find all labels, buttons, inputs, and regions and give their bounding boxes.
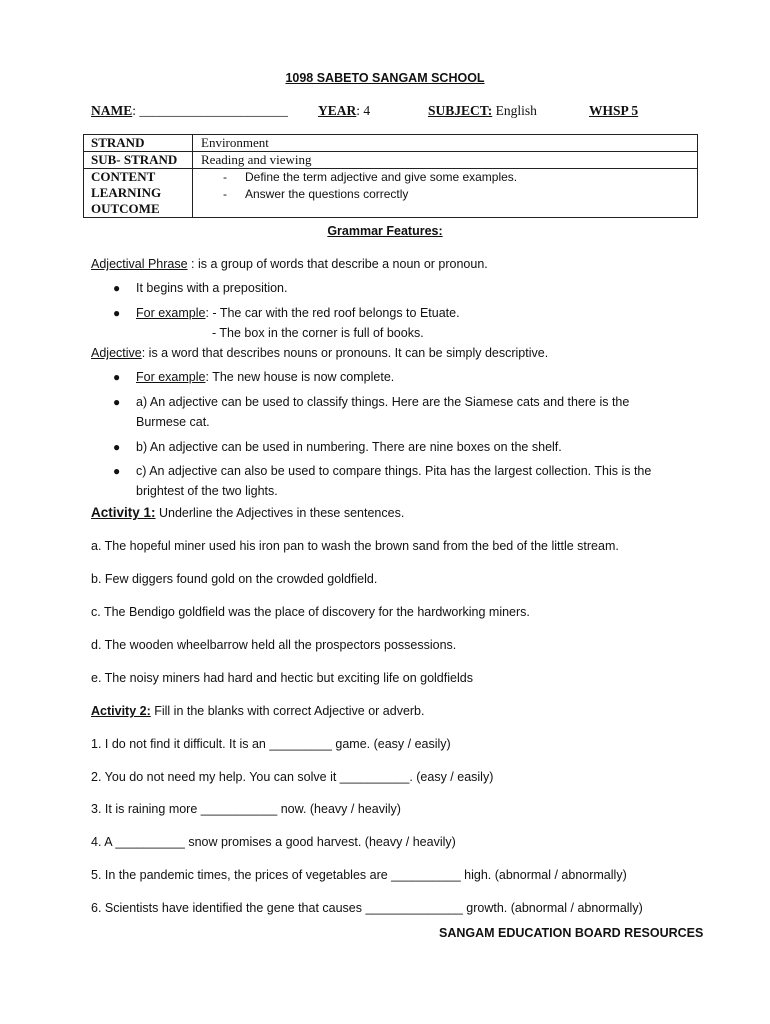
bullet-icon: ● [113, 281, 121, 295]
year-value: : 4 [356, 103, 371, 118]
example-label: For example [136, 370, 206, 384]
example-label: For example [136, 306, 206, 320]
adjective-term: Adjective [91, 346, 142, 360]
activity-2-instruction: Fill in the blanks with correct Adjective or adverb. [150, 704, 425, 718]
activity-2-title: Activity 2: [91, 704, 151, 718]
adjective-bullet-4-line-2: brightest of the two lights. [136, 484, 278, 498]
strand-label: STRAND [84, 135, 193, 152]
outcome-list-cell [193, 169, 698, 218]
dash-marker: - [223, 170, 227, 184]
activity-2-item: 6. Scientists have identified the gene that causes ______________ growth. (abnormal / abnormally) [91, 901, 643, 915]
activity-2-item: 1. I do not find it difficult. It is an _________ game. (easy / easily) [91, 737, 451, 751]
outcome-label-line-2: LEARNING [91, 185, 162, 200]
outcome-item [223, 186, 690, 203]
activity-1-title: Activity 1: [91, 505, 156, 520]
footer-text: SANGAM EDUCATION BOARD RESOURCES [439, 926, 704, 940]
activity-1-item: d. The wooden wheelbarrow held all the prospectors possessions. [91, 638, 457, 652]
activity-2-item: 2. You do not need my help. You can solve it __________. (easy / easily) [91, 770, 494, 784]
strand-value: Environment [193, 135, 698, 152]
adjective-bullet-1 [136, 370, 394, 384]
phrase-example-2: - The box in the corner is full of books. [212, 326, 424, 340]
year-field [318, 103, 370, 119]
dash-marker: - [223, 187, 227, 201]
activity-2-item: 4. A __________ snow promises a good harvest. (heavy / heavily) [91, 835, 456, 849]
activity-1-heading [91, 505, 404, 520]
name-field [91, 103, 288, 119]
bullet-icon: ● [113, 440, 121, 454]
school-title: 1098 SABETO SANGAM SCHOOL [285, 71, 485, 85]
substrand-row [84, 152, 698, 169]
adjective-definition [91, 346, 548, 360]
whsp-label: WHSP 5 [589, 103, 639, 118]
grammar-features-heading: Grammar Features: [327, 224, 443, 238]
example-text: : The new house is now complete. [205, 370, 395, 384]
activity-1-instruction: Underline the Adjectives in these sentences. [155, 506, 405, 520]
adjectival-phrase-definition [91, 257, 488, 271]
adjective-bullet-4-line-1: c) An adjective can also be used to compare things. Pita has the largest collection. This is the [136, 464, 652, 478]
activity-2-item: 5. In the pandemic times, the prices of vegetables are __________ high. (abnormal / abnormally) [91, 868, 627, 882]
lesson-outline-table [83, 134, 698, 218]
subject-value: English [492, 103, 537, 118]
substrand-label: SUB- STRAND [84, 152, 193, 169]
bullet-icon: ● [113, 306, 121, 320]
bullet-icon: ● [113, 464, 121, 478]
subject-field [428, 103, 537, 119]
activity-1-item: b. Few diggers found gold on the crowded goldfield. [91, 572, 378, 586]
name-blank: : ______________________ [132, 103, 288, 118]
activity-1-item: e. The noisy miners had hard and hectic but exciting life on goldfields [91, 671, 473, 685]
substrand-value: Reading and viewing [193, 152, 698, 169]
phrase-bullet-1: It begins with a preposition. [136, 281, 288, 295]
example-text: : - The car with the red roof belongs to Etuate. [205, 306, 460, 320]
adjective-bullet-2-line-1: a) An adjective can be used to classify things. Here are the Siamese cats and there is the [136, 395, 630, 409]
year-label: YEAR [318, 103, 357, 118]
name-label: NAME [91, 103, 133, 118]
phrase-bullet-2 [136, 306, 460, 320]
adjectival-phrase-term: Adjectival Phrase [91, 257, 188, 271]
whsp-field [589, 103, 638, 119]
adjective-bullet-3: b) An adjective can be used in numbering. There are nine boxes on the shelf. [136, 440, 562, 454]
outcome-label-line-3: OUTCOME [91, 201, 160, 216]
outcome-label-line-1: CONTENT [91, 169, 156, 184]
outcome-row [84, 169, 698, 218]
activity-1-item: a. The hopeful miner used his iron pan to wash the brown sand from the bed of the little stream. [91, 539, 619, 553]
outcome-item [223, 169, 690, 186]
bullet-icon: ● [113, 370, 121, 384]
adjectival-phrase-text: : is a group of words that describe a noun or pronoun. [187, 257, 488, 271]
subject-label: SUBJECT: [428, 103, 493, 118]
outcome-text: Answer the questions correctly [245, 187, 409, 201]
outcome-list [201, 169, 690, 203]
activity-2-heading [91, 704, 424, 718]
outcome-label [84, 169, 193, 218]
activity-2-item: 3. It is raining more ___________ now. (heavy / heavily) [91, 802, 401, 816]
activity-1-item: c. The Bendigo goldfield was the place of discovery for the hardworking miners. [91, 605, 530, 619]
adjective-text: : is a word that describes nouns or pronouns. It can be simply descriptive. [141, 346, 549, 360]
strand-row [84, 135, 698, 152]
adjective-bullet-2-line-2: Burmese cat. [136, 415, 210, 429]
outcome-text: Define the term adjective and give some examples. [245, 170, 518, 184]
bullet-icon: ● [113, 395, 121, 409]
